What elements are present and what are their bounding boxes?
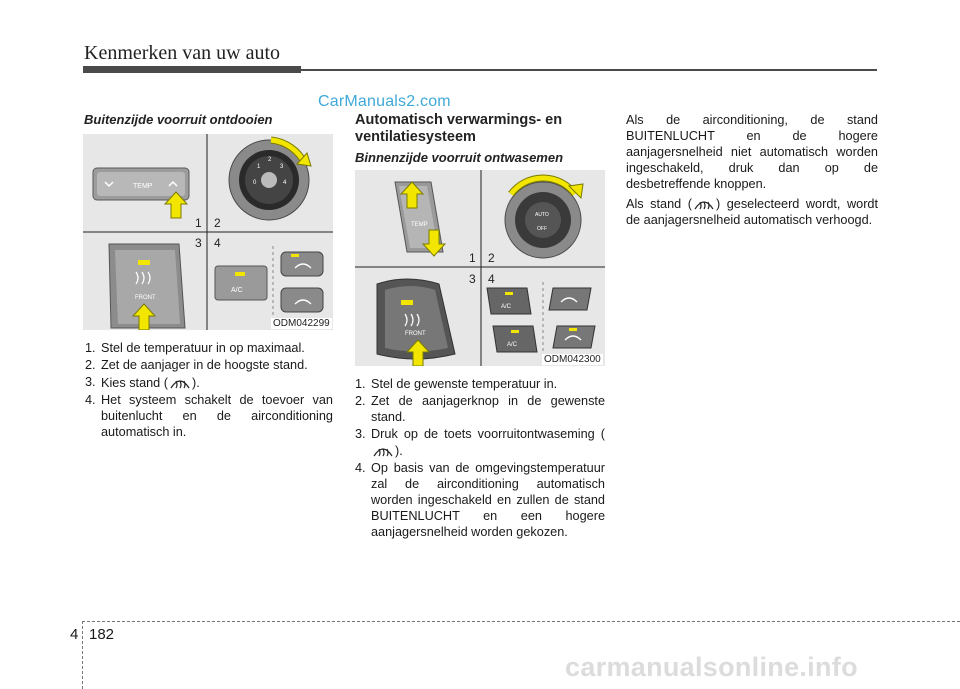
section2-subheading: Binnenzijde voorruit ontwasemen — [355, 150, 564, 165]
section2-heading: Automatisch verwarmings- en ventilatiesysteem — [355, 112, 563, 145]
front-label: FRONT — [405, 331, 426, 337]
callout-4: 4 — [214, 236, 221, 250]
temp-label: TEMP — [411, 222, 428, 228]
auto-label: AUTO — [535, 212, 549, 218]
svg-text:4: 4 — [283, 180, 287, 186]
footer-rule — [82, 621, 960, 622]
defrost-icon — [371, 442, 395, 459]
list-item: 2. Zet de aanjager in de hoogste stand. — [85, 358, 308, 372]
header-title: Kenmerken van uw auto — [84, 42, 281, 64]
section2-steps — [355, 376, 605, 541]
svg-text:1: 1 — [257, 164, 261, 170]
off-label: OFF — [537, 226, 547, 232]
ac-label: A/C — [231, 287, 243, 294]
figure-1-illustration — [83, 134, 333, 330]
defrost-icon — [168, 374, 192, 391]
callout-1: 1 — [195, 216, 202, 230]
figure-odm042300 — [355, 170, 605, 366]
list-item: 3. Druk op de toets voorruitontwaseming (). — [355, 427, 605, 458]
callout-3: 3 — [195, 236, 202, 250]
svg-text:3: 3 — [280, 164, 284, 170]
svg-text:2: 2 — [268, 157, 272, 163]
section1-steps — [85, 340, 333, 441]
figure-odm042299 — [83, 134, 333, 330]
footer-divider — [82, 621, 83, 689]
list-item: 1. Stel de gewenste temperatuur in. — [355, 377, 558, 391]
callout-4: 4 — [488, 272, 495, 286]
page-number: 182 — [89, 626, 115, 643]
watermark-bottom[interactable]: carmanualsonline.info — [565, 652, 858, 682]
paragraph: Als de airconditioning, de stand BUITENLUCHT en de hogere aanjagersnelheid niet automatisch worden ingeschakeld, druk dan op de desbetreffende knoppen. — [626, 113, 878, 191]
list-item: 3. Kies stand ( ). — [85, 375, 200, 390]
callout-2: 2 — [214, 216, 221, 230]
callout-1: 1 — [469, 251, 476, 265]
figure-code: ODM042300 — [544, 354, 601, 365]
callout-2: 2 — [488, 251, 495, 265]
list-item: 4. Het systeem schakelt de toevoer van buitenlucht en de airconditioning automatisch in. — [85, 393, 333, 439]
ac-label: A/C — [501, 304, 512, 310]
defrost-icon — [692, 195, 716, 212]
paragraph: Als stand ( ) geselecteerd wordt, wordt de aanjagersnelheid automatisch verhoogd. — [626, 197, 878, 227]
temp-label: TEMP — [133, 183, 153, 190]
front-label: FRONT — [135, 295, 156, 301]
chapter-number: 4 — [70, 626, 79, 643]
watermark-top[interactable]: CarManuals2.com — [318, 93, 451, 110]
section1-heading: Buitenzijde voorruit ontdooien — [84, 112, 273, 127]
header-bar — [83, 66, 301, 73]
svg-text:A/C: A/C — [507, 342, 518, 348]
figure-2-illustration — [355, 170, 605, 366]
callout-3: 3 — [469, 272, 476, 286]
header-rule — [301, 69, 877, 71]
list-item: 2. Zet de aanjagerknop in de gewenste stand. — [355, 394, 605, 424]
figure-code: ODM042299 — [273, 318, 330, 329]
list-item: 1. Stel de temperatuur in op maximaal. — [85, 341, 305, 355]
svg-text:0: 0 — [253, 180, 257, 186]
section3-text — [626, 112, 878, 231]
list-item: 4. Op basis van de omgevingstemperatuur zal de airconditioning automatisch worden ingeschakeld en zullen de stand BUITENLUCHT en een hogere aanjagersnelheid worden gekozen. — [355, 461, 605, 539]
